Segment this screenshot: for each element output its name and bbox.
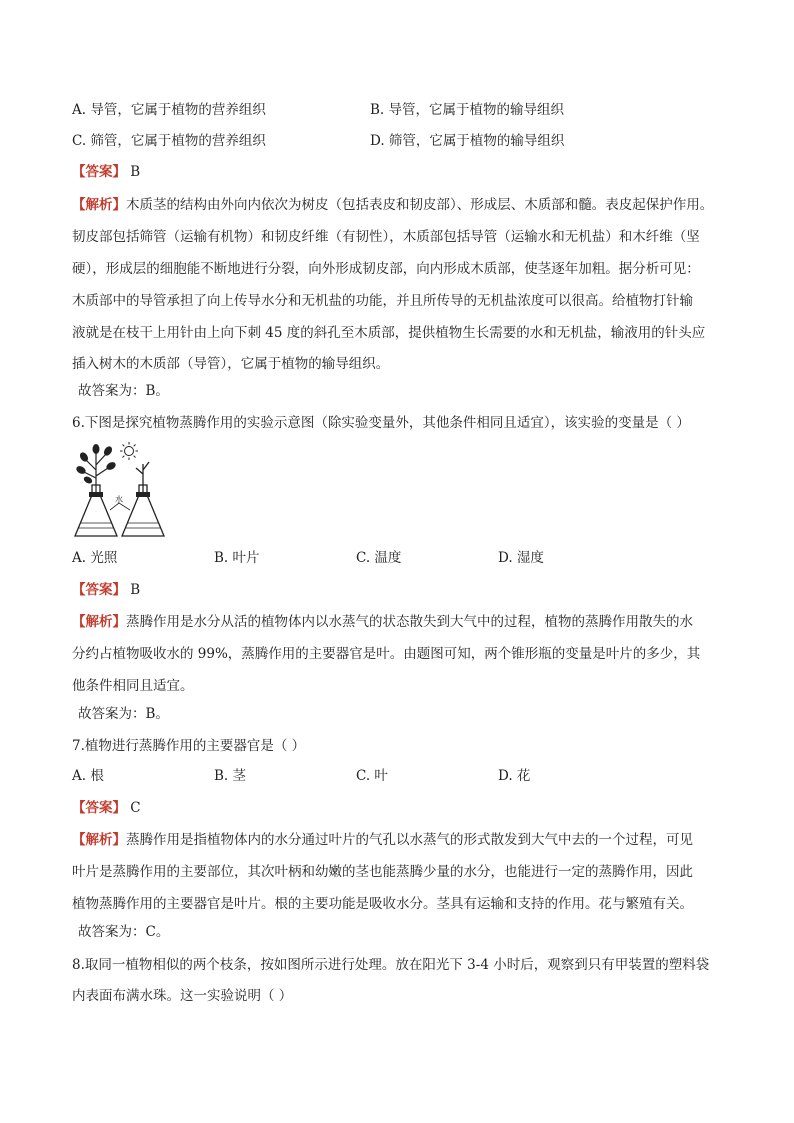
q6-stem: 6.下图是探究植物蒸腾作用的实验示意图（除实验变量外，其他条件相同且适宜），该实验的变量是（ ） [72, 415, 690, 431]
q5-explain-line-6: 插入树木的木质部（导管），它属于植物的输导组织。 [72, 356, 390, 372]
q7-explain-line-2: 叶片是蒸腾作用的主要部位，其次叶柄和幼嫩的茎也能蒸腾少量的水分，也能进行一定的蒸腾作用，因此 [72, 864, 693, 880]
q5-answer [72, 162, 140, 182]
q7-stem: 7.植物进行蒸腾作用的主要器官是（ ） [72, 738, 306, 754]
q6-option-d: D. 湿度 [498, 550, 544, 566]
explain-tag: 【解析】 [72, 832, 126, 848]
q6-answer [72, 580, 140, 600]
sun-icon [120, 442, 138, 460]
water-label: 水 [115, 495, 123, 504]
left-stopper [89, 492, 103, 497]
q5-option-b: B. 导管，它属于植物的输导组织 [370, 102, 565, 118]
q6-conclusion: 故答案为：B。 [78, 706, 169, 722]
transpiration-experiment-figure [72, 440, 172, 540]
explain-tag: 【解析】 [72, 197, 126, 213]
q7-option-a: A. 根 [72, 768, 104, 784]
q5-explain-line-4: 木质部中的导管承担了向上传导水分和无机盐的功能，并且所传导的无机盐浓度可以很高。给植物打针输 [72, 293, 693, 309]
q6-explain-line-2: 分约占植物吸收水的 99%，蒸腾作用的主要器官是叶。由题图可知，两个锥形瓶的变量是叶片的多少，其 [72, 646, 701, 662]
q6-option-b: B. 叶片 [214, 550, 260, 566]
answer-tag: 【答案】 [72, 164, 126, 180]
right-stopper [136, 492, 150, 497]
q7-option-b: B. 茎 [214, 768, 247, 784]
q5-explain-line-1: 【解析】木质茎的结构由外向内依次为树皮（包括表皮和韧皮部）、形成层、木质部和髓。表皮起保护作用。 [72, 197, 714, 213]
q5-option-a: A. 导管，它属于植物的营养组织 [72, 102, 266, 118]
q5-explain-line-5: 液就是在枝干上用针由上向下刺 45 度的斜孔至木质部，提供植物生长需要的水和无机盐，输液用的针头应 [72, 325, 706, 341]
q5-conclusion: 故答案为：B。 [78, 383, 169, 399]
q6-option-a: A. 光照 [72, 550, 118, 566]
q5-explain-line-2: 韧皮部包括筛管（运输有机物）和韧皮纤维（有韧性），木质部包括导管（运输水和无机盐）和木纤维（坚 [72, 229, 700, 245]
answer-tag: 【答案】 [72, 582, 126, 598]
q7-explain-line-3: 植物蒸腾作用的主要器官是叶片。根的主要功能是吸收水分。茎具有运输和支持的作用。花与繁殖有关。 [72, 896, 693, 912]
q5-option-d: D. 筛管，它属于植物的输导组织 [370, 133, 565, 149]
q6-option-c: C. 温度 [356, 550, 402, 566]
q6-explain-line-1: 【解析】蒸腾作用是水分从活的植物体内以水蒸气的状态散失到大气中的过程，植物的蒸腾作用散失的水 [72, 614, 693, 630]
q7-answer [72, 798, 141, 818]
q7-option-d: D. 花 [498, 768, 531, 784]
q7-explain-line-1: 【解析】蒸腾作用是指植物体内的水分通过叶片的气孔以水蒸气的形式散发到大气中去的一个过程，可见 [72, 832, 693, 848]
answer-tag: 【答案】 [72, 800, 126, 816]
answer-value: B [126, 582, 141, 598]
answer-value: C [126, 800, 141, 816]
answer-value: B [126, 164, 141, 180]
q5-option-c: C. 筛管，它属于植物的营养组织 [72, 133, 266, 149]
q8-stem-line-1: 8.取同一植物相似的两个枝条，按如图所示进行处理。放在阳光下 3-4 小时后，观察到只有甲装置的塑料袋 [72, 957, 710, 973]
q7-conclusion: 故答案为：C。 [78, 924, 170, 940]
q6-explain-line-3: 他条件相同且适宜。 [72, 678, 194, 694]
q5-explain-line-3: 硬），形成层的细胞能不断地进行分裂，向外形成韧皮部，向内形成木质部，使茎逐年加粗。据分析可见： [72, 261, 700, 277]
q7-option-c: C. 叶 [356, 768, 388, 784]
q8-stem-line-2: 内表面布满水珠。这一实验说明（ ） [72, 988, 293, 1004]
explain-tag: 【解析】 [72, 614, 126, 630]
